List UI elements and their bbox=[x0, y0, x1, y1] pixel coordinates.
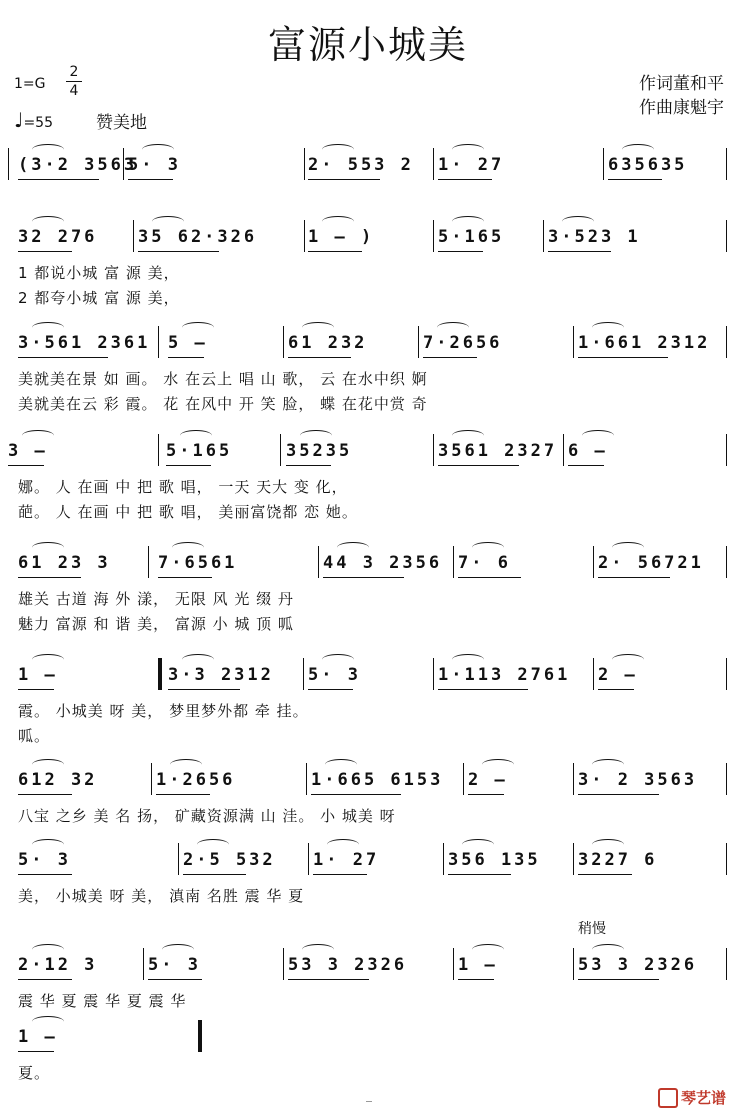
tempo-marking bbox=[14, 108, 53, 132]
beam-line bbox=[438, 689, 528, 690]
expression-marking: 赞美地 bbox=[96, 113, 147, 133]
beam-line bbox=[148, 979, 202, 980]
measure: 61 23 3 bbox=[18, 553, 111, 573]
slur-arc bbox=[482, 759, 514, 770]
beam-line bbox=[183, 874, 246, 875]
measure: 2 — bbox=[468, 770, 508, 790]
logo-text: 琴艺谱 bbox=[680, 1088, 726, 1107]
measure: 3·561 2361 bbox=[18, 333, 151, 353]
slur-arc bbox=[32, 144, 64, 155]
slur-arc bbox=[337, 542, 369, 553]
measure: 1 — bbox=[18, 1027, 58, 1047]
time-signature bbox=[66, 64, 82, 99]
measure: 2· 56721 bbox=[598, 553, 704, 573]
beam-line bbox=[168, 689, 240, 690]
slur-arc bbox=[300, 430, 332, 441]
bar-line bbox=[433, 658, 434, 690]
bar-line bbox=[573, 948, 574, 980]
bar-line bbox=[318, 546, 319, 578]
measure: 3·3 2312 bbox=[168, 665, 274, 685]
bar-line bbox=[123, 148, 124, 180]
lyric-line: 魅力 富源 和 谐 美， 富源 小 城 顶 呱 bbox=[18, 615, 294, 633]
bar-line bbox=[726, 948, 727, 980]
bar-line bbox=[304, 148, 305, 180]
beam-line bbox=[438, 465, 519, 466]
beam-line bbox=[323, 577, 404, 578]
beam-line bbox=[468, 794, 504, 795]
beam-line bbox=[166, 465, 211, 466]
quarter-note-icon: ♩ bbox=[14, 108, 24, 132]
song-title: 富源小城美 bbox=[267, 23, 468, 67]
slur-arc bbox=[462, 839, 494, 850]
measure: 1·2656 bbox=[156, 770, 236, 790]
measure: 2· 553 2 bbox=[308, 155, 414, 175]
slur-arc bbox=[302, 322, 334, 333]
slur-arc bbox=[452, 144, 484, 155]
measure: 3227 6 bbox=[578, 850, 658, 870]
bar-line bbox=[726, 763, 727, 795]
measure: 1·665 6153 bbox=[311, 770, 444, 790]
beam-line bbox=[578, 357, 668, 358]
measure: 1 — bbox=[458, 955, 498, 975]
measure: 1 — ) bbox=[308, 227, 375, 247]
beam-line bbox=[8, 465, 44, 466]
bar-line bbox=[133, 220, 134, 252]
measure: 612 32 bbox=[18, 770, 98, 790]
bar-line bbox=[726, 148, 727, 180]
notes-row bbox=[8, 150, 728, 182]
beam-line bbox=[598, 577, 670, 578]
slur-arc bbox=[182, 654, 214, 665]
measure: 44 3 2356 bbox=[323, 553, 443, 573]
bar-line bbox=[433, 434, 434, 466]
slur-arc bbox=[32, 322, 64, 333]
slur-arc bbox=[472, 542, 504, 553]
measure: 2·12 3 bbox=[18, 955, 98, 975]
measure: 5· 3 bbox=[308, 665, 361, 685]
beam-line bbox=[18, 794, 72, 795]
beam-line bbox=[168, 357, 204, 358]
slur-arc bbox=[32, 1016, 64, 1027]
slur-arc bbox=[32, 759, 64, 770]
beam-line bbox=[578, 874, 632, 875]
slur-arc bbox=[182, 322, 214, 333]
beam-line bbox=[18, 577, 81, 578]
slur-arc bbox=[322, 654, 354, 665]
bar-line bbox=[280, 434, 281, 466]
bar-line bbox=[304, 220, 305, 252]
measure: 1 — bbox=[18, 665, 58, 685]
measure: 35 62·326 bbox=[138, 227, 258, 247]
time-signature-bottom: 4 bbox=[69, 83, 79, 99]
bar-line bbox=[593, 546, 594, 578]
slur-arc bbox=[325, 759, 357, 770]
bar-line bbox=[726, 843, 727, 875]
slur-arc bbox=[452, 216, 484, 227]
slur-arc bbox=[197, 839, 229, 850]
slur-arc bbox=[622, 144, 654, 155]
bar-line bbox=[453, 546, 454, 578]
beam-line bbox=[18, 179, 99, 180]
bar-line bbox=[573, 763, 574, 795]
bar-line bbox=[283, 326, 284, 358]
lyric-line: 呱。 bbox=[18, 727, 51, 745]
bar-line bbox=[158, 326, 159, 358]
measure: 1· 27 bbox=[438, 155, 505, 175]
slur-arc bbox=[142, 144, 174, 155]
slur-arc bbox=[32, 944, 64, 955]
time-signature-divider bbox=[66, 81, 82, 82]
beam-line bbox=[598, 689, 634, 690]
slur-arc bbox=[32, 542, 64, 553]
measure: 1· 27 bbox=[313, 850, 380, 870]
beam-line bbox=[158, 577, 212, 578]
measure: (3·2 3563 bbox=[18, 155, 138, 175]
measure: 35235 bbox=[286, 441, 353, 461]
bar-line bbox=[573, 326, 574, 358]
beam-line bbox=[578, 794, 659, 795]
bar-line bbox=[433, 148, 434, 180]
bar-line bbox=[543, 220, 544, 252]
beam-line bbox=[438, 179, 492, 180]
beam-line bbox=[458, 577, 521, 578]
slur-arc bbox=[162, 944, 194, 955]
bar-line bbox=[151, 763, 152, 795]
bar-line bbox=[726, 658, 727, 690]
bar-line bbox=[453, 948, 454, 980]
notes-row bbox=[8, 222, 728, 254]
slur-arc bbox=[322, 144, 354, 155]
notes-row bbox=[8, 548, 728, 580]
measure: 3· 2 3563 bbox=[578, 770, 698, 790]
measure: 61 232 bbox=[288, 333, 368, 353]
beam-line bbox=[18, 874, 72, 875]
slur-arc bbox=[327, 839, 359, 850]
beam-line bbox=[578, 979, 659, 980]
measure: 2 — bbox=[598, 665, 638, 685]
measure: 7· 6 bbox=[458, 553, 511, 573]
lyric-line: 美， 小城美 呀 美， 滇南 名胜 震 华 夏 bbox=[18, 887, 305, 905]
notes-row bbox=[8, 845, 728, 877]
measure: 5· 3 bbox=[148, 955, 201, 975]
lyric-line: 娜。 人 在画 中 把 歌 唱， 一天 天大 变 化， bbox=[18, 478, 348, 496]
measure: 3 — bbox=[8, 441, 48, 461]
beam-line bbox=[458, 979, 494, 980]
measure: 7·6561 bbox=[158, 553, 238, 573]
composer: 作曲康魁宇 bbox=[639, 98, 724, 118]
bar-line bbox=[726, 434, 727, 466]
lyric-line: 震 华 夏 震 华 夏 震 华 bbox=[18, 992, 187, 1010]
bar-line bbox=[148, 546, 149, 578]
slur-arc bbox=[592, 839, 624, 850]
measure: 53 3 2326 bbox=[288, 955, 408, 975]
lyric-line: 雄关 古道 海 外 漾， 无限 风 光 缀 丹 bbox=[18, 590, 294, 608]
measure: 1·661 2312 bbox=[578, 333, 711, 353]
lyric-line: 2 都夸小城 富 源 美， bbox=[18, 289, 180, 307]
slur-arc bbox=[452, 654, 484, 665]
beam-line bbox=[286, 465, 331, 466]
slur-arc bbox=[592, 322, 624, 333]
measure: 32 276 bbox=[18, 227, 98, 247]
slur-arc bbox=[612, 542, 644, 553]
beam-line bbox=[448, 874, 511, 875]
bar-line bbox=[726, 546, 727, 578]
slur-arc bbox=[472, 944, 504, 955]
beam-line bbox=[18, 251, 72, 252]
beam-line bbox=[438, 251, 483, 252]
measure: 3561 2327 bbox=[438, 441, 558, 461]
bar-line bbox=[603, 148, 604, 180]
measure: 2·5 532 bbox=[183, 850, 276, 870]
measure: 5·165 bbox=[166, 441, 233, 461]
slur-arc bbox=[32, 216, 64, 227]
measure: 6 — bbox=[568, 441, 608, 461]
beam-line bbox=[608, 179, 662, 180]
bar-line bbox=[308, 843, 309, 875]
notes-row bbox=[8, 950, 728, 982]
notes-row bbox=[8, 436, 728, 468]
bar-line bbox=[443, 843, 444, 875]
slur-arc bbox=[562, 216, 594, 227]
bar-line bbox=[198, 1020, 202, 1052]
credits bbox=[639, 72, 724, 120]
beam-line bbox=[18, 979, 72, 980]
slur-arc bbox=[582, 430, 614, 441]
beam-line bbox=[308, 251, 362, 252]
bar-line bbox=[433, 220, 434, 252]
beam-line bbox=[568, 465, 604, 466]
slur-arc bbox=[592, 944, 624, 955]
notes-row bbox=[8, 765, 728, 797]
slur-arc bbox=[170, 759, 202, 770]
slur-arc bbox=[592, 759, 624, 770]
lyric-line: 夏。 bbox=[18, 1064, 51, 1082]
bar-line bbox=[283, 948, 284, 980]
beam-line bbox=[308, 179, 380, 180]
lyric-line: 1 都说小城 富 源 美， bbox=[18, 264, 180, 282]
bar-line bbox=[563, 434, 564, 466]
beam-line bbox=[18, 357, 108, 358]
bar-line bbox=[593, 658, 594, 690]
beam-line bbox=[288, 357, 351, 358]
site-logo bbox=[658, 1087, 726, 1109]
beam-line bbox=[18, 1051, 54, 1052]
measure: 356 135 bbox=[448, 850, 541, 870]
bar-line bbox=[726, 220, 727, 252]
beam-line bbox=[313, 874, 367, 875]
page-divider bbox=[366, 1101, 372, 1102]
notes-row bbox=[8, 328, 728, 360]
bar-line bbox=[463, 763, 464, 795]
beam-line bbox=[308, 689, 353, 690]
bar-line bbox=[178, 843, 179, 875]
bar-line bbox=[726, 326, 727, 358]
lyricist: 作词董和平 bbox=[639, 74, 724, 94]
lyric-line: 八宝 之乡 美 名 扬， 矿藏资源满 山 洼。 小 城美 呀 bbox=[18, 807, 396, 825]
beam-line bbox=[423, 357, 477, 358]
measure: 53 3 2326 bbox=[578, 955, 698, 975]
beam-line bbox=[288, 979, 369, 980]
measure: 1·113 2761 bbox=[438, 665, 571, 685]
beam-line bbox=[128, 179, 173, 180]
bar-line bbox=[158, 434, 159, 466]
bar-line bbox=[573, 843, 574, 875]
slur-arc bbox=[437, 322, 469, 333]
beam-line bbox=[138, 251, 219, 252]
measure: 5 — bbox=[168, 333, 208, 353]
tempo-value: =55 bbox=[23, 115, 53, 131]
measure: 635635 bbox=[608, 155, 688, 175]
measure: 3·523 1 bbox=[548, 227, 641, 247]
bar-line bbox=[303, 658, 304, 690]
logo-icon bbox=[658, 1088, 678, 1108]
slur-arc bbox=[32, 654, 64, 665]
measure: 7·2656 bbox=[423, 333, 503, 353]
time-signature-top: 2 bbox=[69, 64, 79, 80]
measure: 5· 3 bbox=[18, 850, 71, 870]
beam-line bbox=[548, 251, 611, 252]
slur-arc bbox=[322, 216, 354, 227]
measure: 5· 3 bbox=[128, 155, 181, 175]
slur-arc bbox=[152, 216, 184, 227]
bar-line bbox=[143, 948, 144, 980]
bar-line bbox=[158, 658, 162, 690]
slur-arc bbox=[22, 430, 54, 441]
bar-line bbox=[306, 763, 307, 795]
beam-line bbox=[311, 794, 401, 795]
key-signature: 1=G bbox=[14, 76, 46, 92]
slur-arc bbox=[180, 430, 212, 441]
beam-line bbox=[18, 689, 54, 690]
measure: 5·165 bbox=[438, 227, 505, 247]
notes-row bbox=[8, 1022, 728, 1054]
slur-arc bbox=[172, 542, 204, 553]
slur-arc bbox=[302, 944, 334, 955]
bar-line bbox=[418, 326, 419, 358]
slur-arc bbox=[612, 654, 644, 665]
bar-line bbox=[8, 148, 9, 180]
lyric-line: 美就美在云 彩 霞。 花 在风中 开 笑 脸， 蝶 在花中赏 奇 bbox=[18, 395, 428, 413]
slur-arc bbox=[32, 839, 64, 850]
lyric-line: 葩。 人 在画 中 把 歌 唱， 美丽富饶都 恋 她。 bbox=[18, 503, 358, 521]
slur-arc bbox=[452, 430, 484, 441]
lyric-line: 美就美在景 如 画。 水 在云上 唱 山 歌， 云 在水中织 婀 bbox=[18, 370, 428, 388]
lyric-line: 霞。 小城美 呀 美， 梦里梦外都 牵 挂。 bbox=[18, 702, 309, 720]
notes-row bbox=[8, 660, 728, 692]
beam-line bbox=[156, 794, 210, 795]
tempo-change-marking: 稍慢 bbox=[578, 921, 606, 937]
